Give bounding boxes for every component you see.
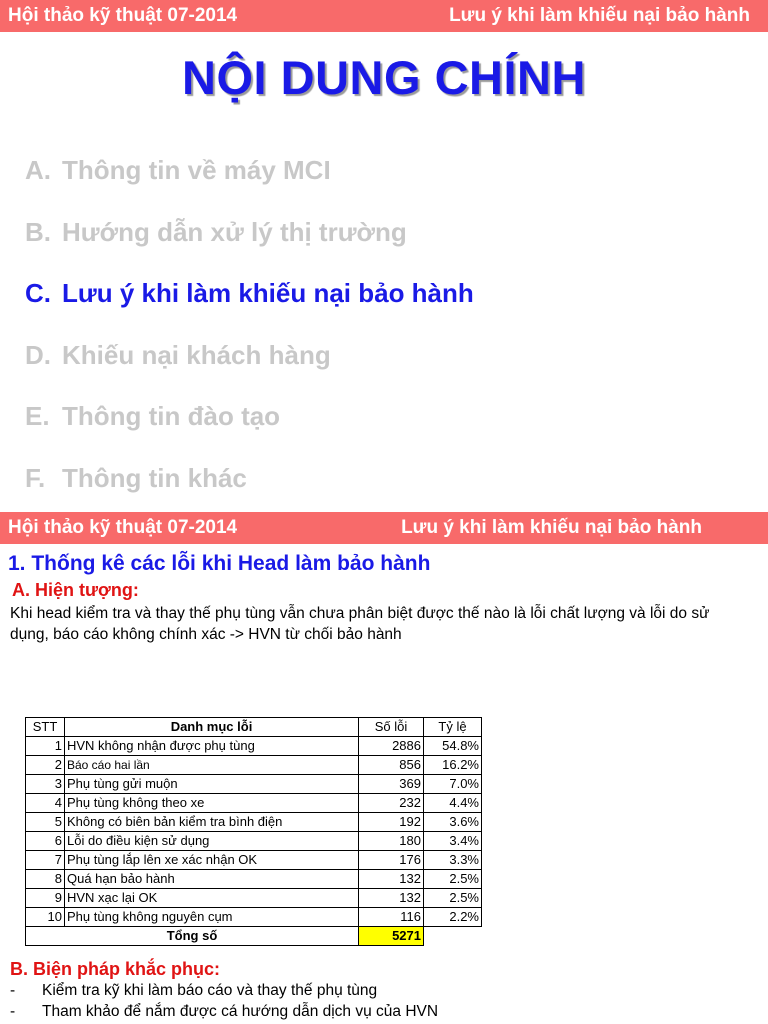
table-row: [26, 813, 482, 832]
menu-item-letter: C.: [25, 278, 51, 309]
remedy-list: [10, 980, 438, 1022]
total-value: 5271: [359, 927, 424, 946]
table-row: [26, 908, 482, 927]
menu-item-f[interactable]: [25, 448, 474, 510]
menu-item-label: Lưu ý khi làm khiếu nại bảo hành: [62, 278, 474, 309]
subsection-b-title: B. Biện pháp khắc phục:: [10, 959, 221, 979]
bullet-text: Tham khảo để nắm được cá hướng dẫn dịch vụ của HVN: [42, 1003, 439, 1020]
cell-name: HVN không nhận được phụ tùng: [65, 737, 359, 756]
menu-item-a[interactable]: [25, 140, 474, 202]
subsection-a-title: A. Hiện tượng:: [12, 580, 139, 600]
cell-pct: 54.8%: [424, 737, 482, 756]
menu-item-c[interactable]: [25, 263, 474, 325]
cell-pct: 3.6%: [424, 813, 482, 832]
cell-count: 180: [359, 832, 424, 851]
cell-stt: 1: [26, 737, 65, 756]
cell-stt: 5: [26, 813, 65, 832]
cell-name: HVN xạc lại OK: [65, 889, 359, 908]
cell-pct: 3.3%: [424, 851, 482, 870]
cell-stt: 3: [26, 775, 65, 794]
cell-pct: 7.0%: [424, 775, 482, 794]
table-row: [26, 832, 482, 851]
table-row: [26, 851, 482, 870]
menu-item-letter: D.: [25, 339, 51, 370]
cell-name: Phụ tùng không theo xe: [65, 794, 359, 813]
header-right-text: Lưu ý khi làm khiếu nại bảo hành: [401, 517, 702, 538]
cell-pct: 16.2%: [424, 756, 482, 775]
bullet-dash: -: [10, 1003, 16, 1020]
cell-name: Không có biên bản kiểm tra bình điện: [65, 813, 359, 832]
cell-count: 232: [359, 794, 424, 813]
cell-count: 116: [359, 908, 424, 927]
header-right-text: Lưu ý khi làm khiếu nại bảo hành: [449, 5, 750, 26]
list-item: [10, 980, 438, 1001]
table-row: [26, 756, 482, 775]
total-label: Tổng số: [26, 927, 359, 946]
menu-item-label: Thông tin đào tạo: [62, 401, 281, 432]
table-row: [26, 775, 482, 794]
menu-item-letter: F.: [25, 462, 46, 493]
header-stt: STT: [26, 718, 65, 737]
cell-name: Phụ tùng lắp lên xe xác nhận OK: [65, 851, 359, 870]
page-title: NỘI DUNG CHÍNH: [182, 51, 586, 104]
bullet-text: Kiểm tra kỹ khi làm báo cáo và thay thế phụ tùng: [42, 982, 378, 999]
header-count: Số lỗi: [359, 718, 424, 737]
menu-item-label: Hướng dẫn xử lý thị trường: [62, 216, 407, 247]
cell-count: 369: [359, 775, 424, 794]
menu-item-letter: A.: [25, 155, 51, 186]
header-pct: Tỷ lệ: [424, 718, 482, 737]
table-row: [26, 794, 482, 813]
menu-item-letter: B.: [25, 216, 51, 247]
cell-stt: 10: [26, 908, 65, 927]
total-pct-empty: [424, 927, 482, 946]
header-left-text: Hội thảo kỹ thuật 07-2014: [8, 517, 238, 538]
table-row: [26, 870, 482, 889]
cell-stt: 8: [26, 870, 65, 889]
contents-menu: [25, 140, 474, 509]
cell-pct: 2.2%: [424, 908, 482, 927]
slide-header: [0, 512, 768, 544]
cell-count: 2886: [359, 737, 424, 756]
cell-pct: 4.4%: [424, 794, 482, 813]
header-name: Danh mục lỗi: [65, 718, 359, 737]
header-left-text: Hội thảo kỹ thuật 07-2014: [8, 5, 238, 26]
table-total-row: [26, 927, 482, 946]
menu-item-label: Thông tin về máy MCI: [62, 155, 331, 186]
cell-pct: 2.5%: [424, 889, 482, 908]
bullet-dash: -: [10, 982, 16, 999]
table-header-row: [26, 718, 482, 737]
slide-header: [0, 0, 768, 32]
menu-item-label: Thông tin khác: [62, 462, 247, 493]
cell-count: 176: [359, 851, 424, 870]
menu-item-label: Khiếu nại khách hàng: [62, 339, 331, 370]
cell-count: 132: [359, 889, 424, 908]
cell-name: Lỗi do điều kiện sử dụng: [65, 832, 359, 851]
cell-name: Phụ tùng không nguyên cụm: [65, 908, 359, 927]
section-title: 1. Thống kê các lỗi khi Head làm bảo hành: [8, 552, 431, 575]
menu-item-e[interactable]: [25, 386, 474, 448]
cell-stt: 7: [26, 851, 65, 870]
error-table: [25, 717, 482, 946]
cell-pct: 2.5%: [424, 870, 482, 889]
menu-item-d[interactable]: [25, 325, 474, 387]
menu-item-b[interactable]: [25, 202, 474, 264]
cell-stt: 2: [26, 756, 65, 775]
cell-stt: 6: [26, 832, 65, 851]
cell-count: 856: [359, 756, 424, 775]
menu-item-letter: E.: [25, 401, 50, 432]
phenomenon-paragraph: Khi head kiểm tra và thay thế phụ tùng vẫn chưa phân biệt được thế nào là lỗi chất lượng và lỗi do sử dụng, báo cáo không chính xác -> HVN từ chối bảo hành: [10, 605, 710, 643]
cell-name: Quá hạn bảo hành: [65, 870, 359, 889]
cell-count: 192: [359, 813, 424, 832]
list-item: [10, 1001, 438, 1022]
cell-name: Phụ tùng gửi muộn: [65, 775, 359, 794]
cell-pct: 3.4%: [424, 832, 482, 851]
slide-error-statistics: [0, 512, 768, 1024]
cell-stt: 4: [26, 794, 65, 813]
cell-name: Báo cáo hai lần: [65, 756, 359, 775]
cell-count: 132: [359, 870, 424, 889]
cell-stt: 9: [26, 889, 65, 908]
table-row: [26, 889, 482, 908]
table-row: [26, 737, 482, 756]
